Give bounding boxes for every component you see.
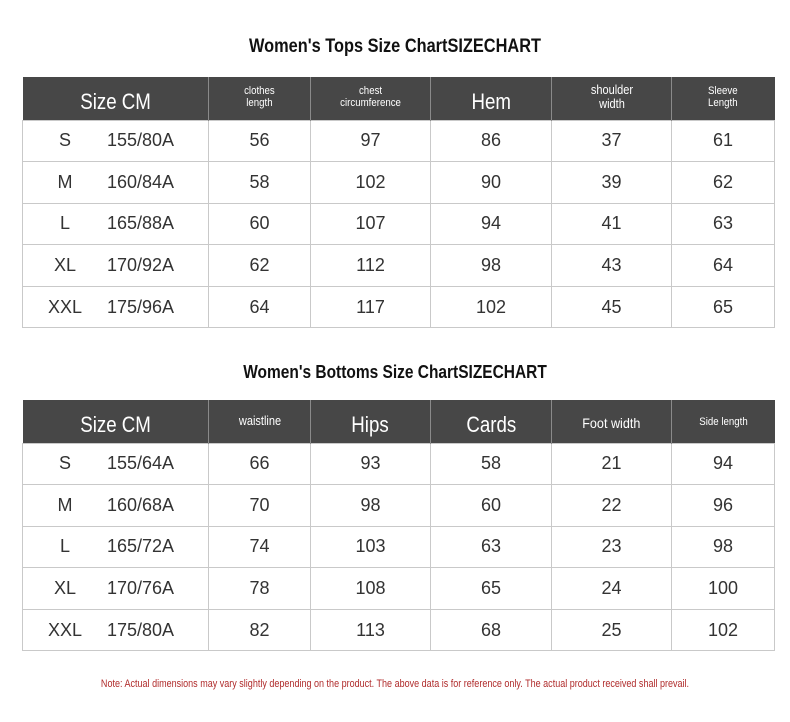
- header-hem: Hem: [431, 77, 552, 120]
- measurement-cell: 97: [311, 120, 431, 162]
- size-code: 170/76A: [107, 578, 175, 599]
- size-label: L: [59, 213, 70, 234]
- header-chest-circumference: chest circumference: [311, 77, 431, 120]
- size-label: S: [58, 453, 71, 474]
- size-label: S: [58, 130, 71, 151]
- size-cell: [23, 286, 209, 328]
- table-row: [23, 609, 775, 651]
- measurement-cell: 24: [552, 568, 672, 610]
- size-cell: [23, 485, 209, 527]
- measurement-cell: 96: [672, 485, 775, 527]
- measurement-cell: 98: [672, 526, 775, 568]
- header-size-cm: Size CM: [23, 400, 209, 443]
- measurement-cell: 63: [431, 526, 552, 568]
- size-cell: [23, 526, 209, 568]
- measurement-cell: 65: [672, 286, 775, 328]
- measurement-cell: 102: [672, 609, 775, 651]
- measurement-cell: 117: [311, 286, 431, 328]
- measurement-cell: 56: [209, 120, 311, 162]
- table-row: [23, 120, 775, 162]
- measurement-cell: 37: [552, 120, 672, 162]
- table-row: [23, 526, 775, 568]
- measurement-cell: 25: [552, 609, 672, 651]
- size-code: 165/88A: [107, 213, 175, 234]
- header-clothes-length: clothes length: [209, 77, 311, 120]
- measurement-cell: 41: [552, 203, 672, 245]
- measurement-cell: 70: [209, 485, 311, 527]
- measurement-cell: 61: [672, 120, 775, 162]
- measurement-cell: 82: [209, 609, 311, 651]
- table-header-row: [23, 77, 775, 120]
- measurement-cell: 74: [209, 526, 311, 568]
- size-label: XXL: [47, 619, 83, 640]
- size-cell: [23, 443, 209, 485]
- measurement-cell: 39: [552, 162, 672, 204]
- size-label: M: [57, 494, 73, 515]
- table-row: [23, 162, 775, 204]
- size-cell: [23, 203, 209, 245]
- measurement-cell: 98: [311, 485, 431, 527]
- tops-size-table: [22, 77, 775, 328]
- size-cell: [23, 609, 209, 651]
- size-label: L: [59, 536, 70, 557]
- table-row: [23, 485, 775, 527]
- size-label: M: [57, 171, 73, 192]
- measurement-cell: 65: [431, 568, 552, 610]
- measurement-cell: 66: [209, 443, 311, 485]
- size-code: 170/92A: [107, 255, 175, 276]
- measurement-cell: 58: [431, 443, 552, 485]
- measurement-cell: 64: [672, 245, 775, 287]
- measurement-cell: 113: [311, 609, 431, 651]
- size-cell: [23, 120, 209, 162]
- measurement-cell: 45: [552, 286, 672, 328]
- header-shoulder-width: shoulder width: [552, 77, 672, 120]
- header-cards: Cards: [431, 400, 552, 443]
- size-code: 160/84A: [107, 171, 175, 192]
- disclaimer-note: Note: Actual dimensions may vary slightly depending on the product. The above data is for reference only. The actual product received shall prevail.: [100, 678, 690, 690]
- header-waistline: waistline: [209, 400, 311, 443]
- table-row: [23, 286, 775, 328]
- measurement-cell: 102: [431, 286, 552, 328]
- header-hips: Hips: [311, 400, 431, 443]
- size-code: 165/72A: [107, 536, 175, 557]
- size-cell: [23, 245, 209, 287]
- size-label: XL: [53, 578, 77, 599]
- header-sleeve-length: Sleeve Length: [672, 77, 775, 120]
- measurement-cell: 58: [209, 162, 311, 204]
- measurement-cell: 90: [431, 162, 552, 204]
- measurement-cell: 107: [311, 203, 431, 245]
- measurement-cell: 78: [209, 568, 311, 610]
- measurement-cell: 62: [672, 162, 775, 204]
- size-code: 175/96A: [107, 296, 175, 317]
- measurement-cell: 93: [311, 443, 431, 485]
- bottoms-size-table: [22, 400, 775, 651]
- measurement-cell: 23: [552, 526, 672, 568]
- measurement-cell: 102: [311, 162, 431, 204]
- measurement-cell: 43: [552, 245, 672, 287]
- table-header-row: [23, 400, 775, 443]
- table-row: [23, 245, 775, 287]
- measurement-cell: 60: [431, 485, 552, 527]
- size-code: 155/64A: [107, 453, 175, 474]
- measurement-cell: 98: [431, 245, 552, 287]
- measurement-cell: 103: [311, 526, 431, 568]
- measurement-cell: 62: [209, 245, 311, 287]
- table-row: [23, 443, 775, 485]
- measurement-cell: 94: [672, 443, 775, 485]
- measurement-cell: 68: [431, 609, 552, 651]
- size-code: 160/68A: [107, 494, 175, 515]
- measurement-cell: 22: [552, 485, 672, 527]
- measurement-cell: 100: [672, 568, 775, 610]
- header-side-length: Side length: [672, 400, 775, 443]
- size-label: XXL: [47, 296, 83, 317]
- bottoms-size-chart-title: Women's Bottoms Size ChartSIZECHART: [243, 362, 547, 382]
- header-foot-width: Foot width: [552, 400, 672, 443]
- size-code: 175/80A: [107, 619, 175, 640]
- measurement-cell: 112: [311, 245, 431, 287]
- measurement-cell: 21: [552, 443, 672, 485]
- size-cell: [23, 162, 209, 204]
- size-code: 155/80A: [107, 130, 175, 151]
- table-row: [23, 203, 775, 245]
- size-cell: [23, 568, 209, 610]
- measurement-cell: 60: [209, 203, 311, 245]
- measurement-cell: 94: [431, 203, 552, 245]
- size-label: XL: [53, 255, 77, 276]
- measurement-cell: 108: [311, 568, 431, 610]
- measurement-cell: 64: [209, 286, 311, 328]
- measurement-cell: 63: [672, 203, 775, 245]
- measurement-cell: 86: [431, 120, 552, 162]
- table-row: [23, 568, 775, 610]
- header-size-cm: Size CM: [23, 77, 209, 120]
- tops-size-chart-title: Women's Tops Size ChartSIZECHART: [249, 36, 541, 57]
